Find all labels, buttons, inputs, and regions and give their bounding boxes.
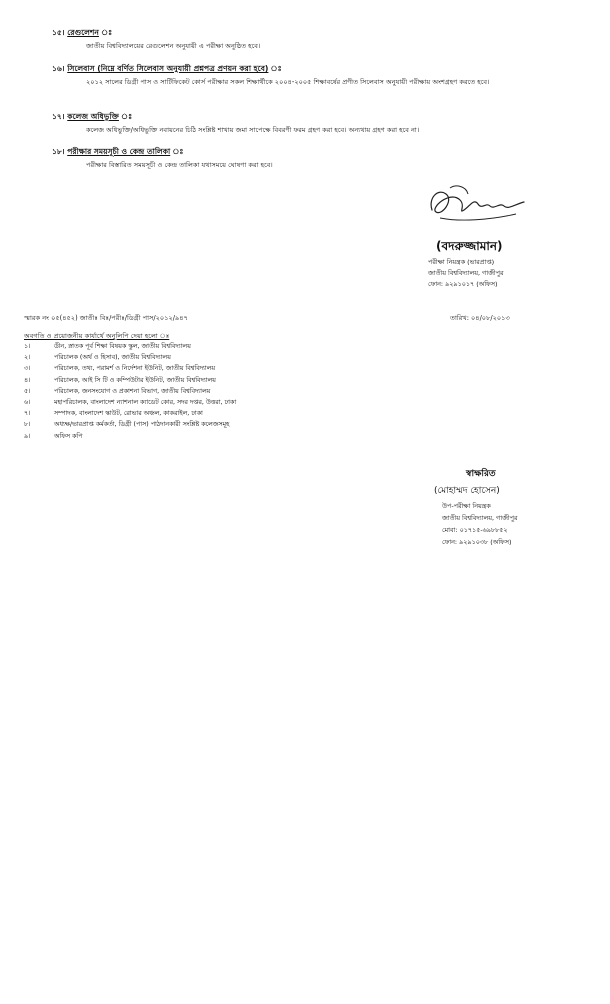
list-item: ২। পরিচালক (অর্থ ও হিসাব), জাতীয় বিশ্ববিদ্যালয়	[24, 354, 171, 362]
list-item: ১। ডীন, স্নাতক পূর্ব শিক্ষা বিষয়ক স্কুল, জাতীয় বিশ্ববিদ্যালয়	[24, 343, 191, 350]
signatory-designation: পরীক্ষা নিয়ন্ত্রক (ভারপ্রাপ্ত)	[428, 258, 495, 266]
memo-date: তারিখ: ০৪/০৮/২০১৩	[450, 314, 510, 322]
signatory-phone: ফোন: ৯২৯১০১৭ (অফিস)	[428, 280, 498, 288]
section-number: ১৫।	[52, 28, 65, 37]
list-item: ৩। পরিচালক, তথ্য, পরামর্শ ও নির্দেশনা ইউনিট, জাতীয় বিশ্ববিদ্যালয়	[24, 365, 216, 373]
section-heading	[52, 147, 572, 157]
section-heading	[52, 64, 572, 74]
section-heading	[52, 28, 572, 38]
section-title: কলেজ অধিভুক্তি	[67, 112, 119, 121]
list-item: ৪। পরিচালক, আই সি টি ও কম্পিউটার ইউনিট, জাতীয় বিশ্ববিদ্যালয়	[24, 376, 216, 384]
list-item: ৮। অধ্যক্ষ/ভারপ্রাপ্ত কর্মকর্তা, ডিগ্রী (পাস) পাঠদানকারী সংশ্লিষ্ট কলেজসমূহ	[24, 421, 230, 429]
signatory-office: জাতীয় বিশ্ববিদ্যালয়, গাজীপুর	[442, 514, 518, 522]
signatory-phone: ফোন: ৯২৯১০৩৮ (অফিস)	[442, 538, 512, 546]
list-item: ৯। অফিস কপি	[24, 432, 83, 440]
memo-number: স্মারক নং ০৫(৪৫২) জাতীঃ বিঃ/পরীঃ/ডিগ্রী পাস/২০১২/৯৪৭	[24, 314, 188, 322]
list-item: ৭। সম্পাদক, বাংলাদেশ স্কাউট, রোভার অঞ্চল, কাকরাইল, ঢাকা	[24, 410, 203, 418]
signatory-designation: উপ-পরীক্ষা নিয়ন্ত্রক	[442, 502, 491, 510]
section-17	[52, 112, 572, 135]
signatory-name: (বদরুজ্জামান)	[436, 239, 503, 253]
section-number: ১৭।	[52, 112, 65, 121]
signed-label: স্বাক্ষরিত	[466, 469, 496, 479]
section-title: সিলেবাস (নিম্নে বর্ণিত সিলেবাস অনুযায়ী প্রশ্নপত্র প্রণয়ন করা হবে)	[67, 64, 269, 73]
copy-heading: অবগতি ও প্রয়োজনীয় কার্যার্থে অনুলিপি দেয়া হলো ঃ	[24, 332, 170, 340]
handwritten-signature	[420, 180, 540, 228]
section-body: জাতীয় বিশ্ববিদ্যালয়ের রেগুলেশন অনুযায়ী এ পরীক্ষা অনুষ্ঠিত হবে।	[86, 42, 261, 50]
signatory-mobile: মোবা: ০১৭১৫-৬৯৮৮৫২	[442, 526, 508, 534]
copy-list	[24, 341, 236, 442]
section-title: পরীক্ষার সময়সূচী ও কেন্দ্র তালিকা	[67, 147, 171, 156]
signatory-name: (মোহাম্মদ হোসেন)	[434, 486, 500, 496]
section-number: ১৬।	[52, 64, 65, 73]
section-body: কলেজ অধিভুক্তি/অধিভুক্তি নবায়নের চিঠি সংশ্লিষ্ট শাখায় জমা সাপেক্ষে বিবরণী ফরম গ্রহণ করা হবে। অন্যথায় গ্রহণ করা হবে না।	[86, 126, 420, 134]
section-18	[52, 147, 572, 170]
section-body: পরীক্ষার বিস্তারিত সময়সূচী ও কেন্দ্র তালিকা যথাসময়ে ঘোষণা করা হবে।	[86, 161, 273, 169]
section-title: রেগুলেশন	[67, 28, 99, 37]
section-heading	[52, 112, 572, 122]
section-body: ২০১২ সালের ডিগ্রী পাস ও সার্টিফিকেট কোর্স পরীক্ষার সকল শিক্ষার্থীকে ২০০৪-২০০৫ শিক্ষাবর্ষের প্রণীত সিলেবাস অনুযায়ী পরীক্ষায় অংশগ্রহণ করতে হবে।	[86, 78, 490, 86]
list-item: ৬। মহাপরিচালক, বাংলাদেশ ন্যাশনাল ক্যাডেট কোর, সদর দপ্তর, উত্তরা, ঢাকা	[24, 399, 237, 407]
section-15	[52, 28, 572, 51]
section-16	[52, 64, 572, 87]
section-number: ১৮।	[52, 147, 65, 156]
signatory-office: জাতীয় বিশ্ববিদ্যালয়, গাজীপুর	[428, 269, 504, 277]
list-item: ৫। পরিচালক, জনসংযোগ ও প্রকাশনা বিভাগ, জাতীয় বিশ্ববিদ্যালয়	[24, 387, 211, 395]
